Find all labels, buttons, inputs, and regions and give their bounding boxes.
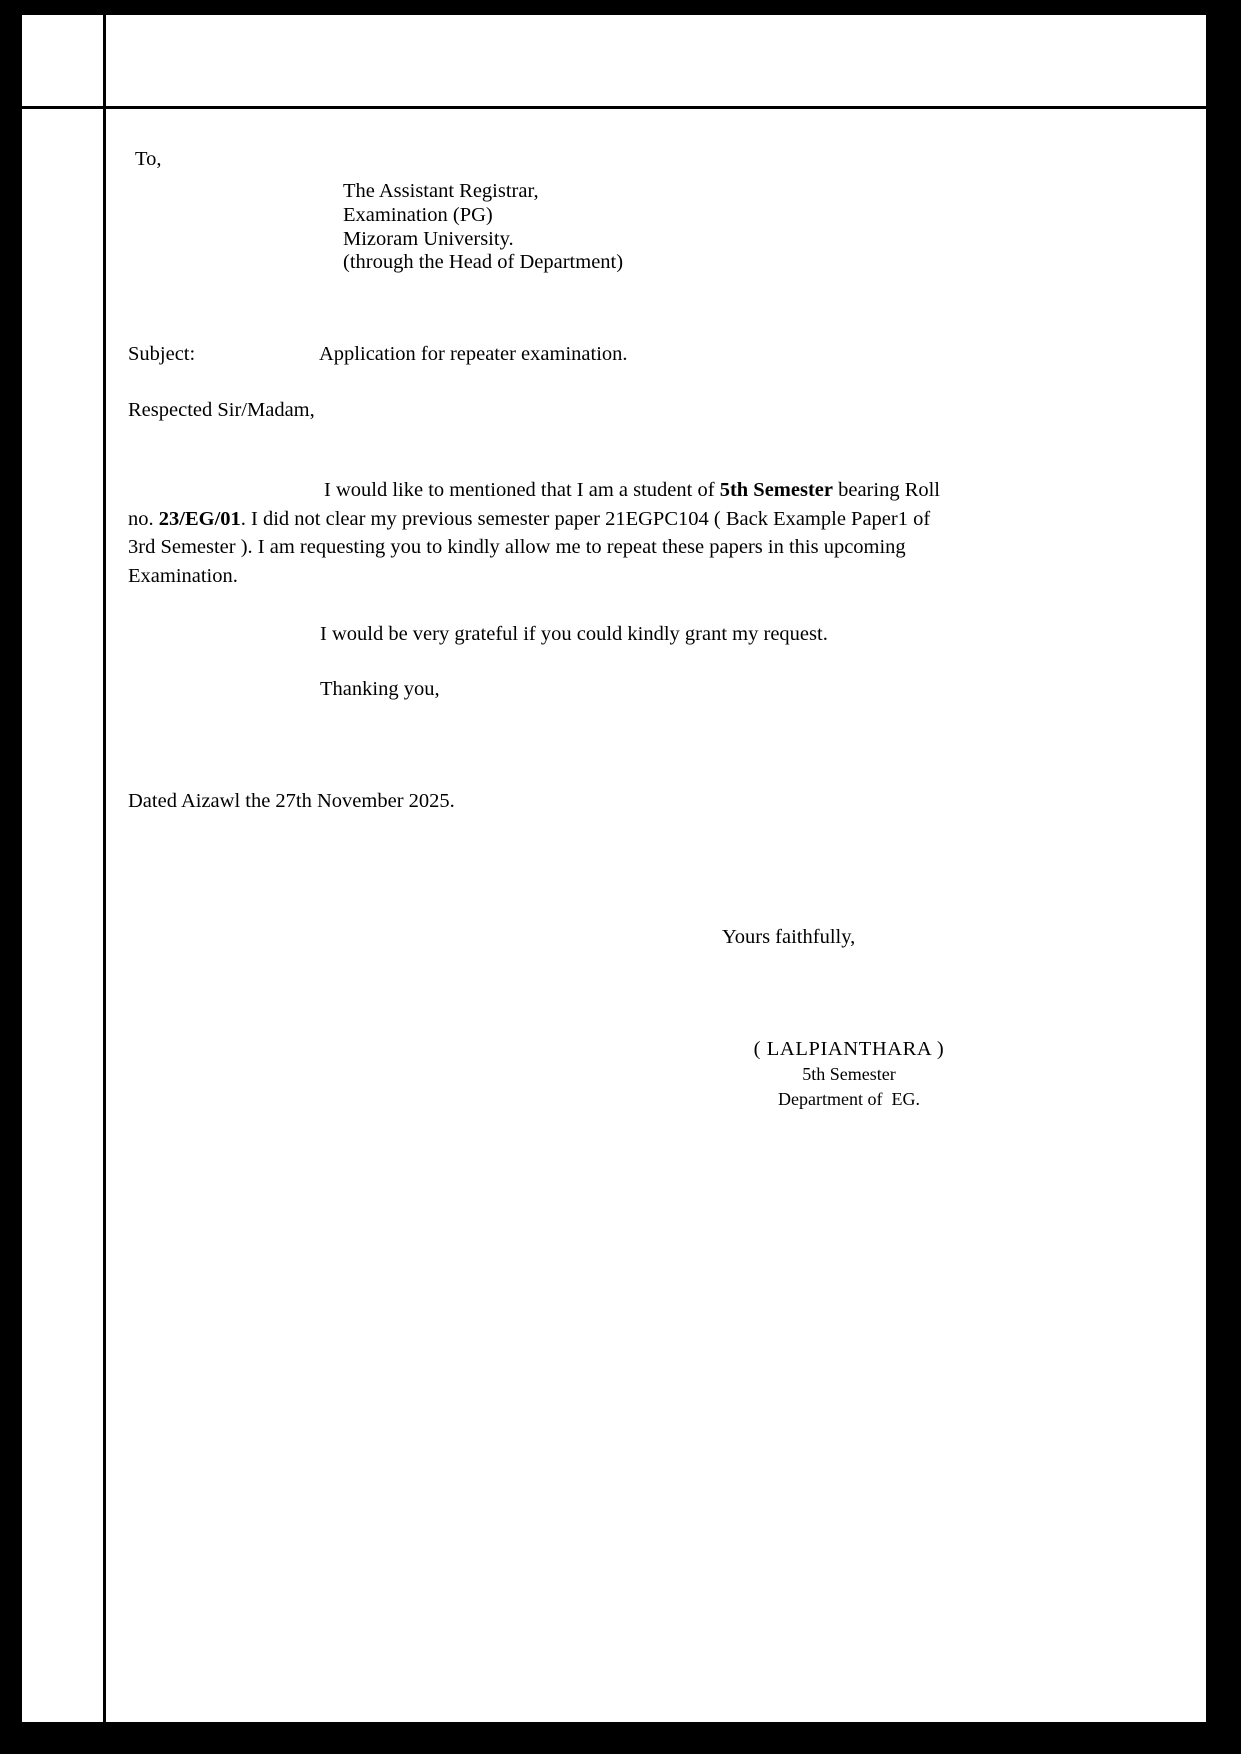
signature-name: ( LALPIANTHARA )	[753, 1038, 945, 1060]
thanking-line: Thanking you,	[320, 678, 440, 700]
body-part-3: . I did not clear my previous semester paper 21EGPC104 ( Back Example Paper1 of 3rd Semester ). I am requesting you to kindly allow me to repeat these papers in this upcoming Examination.	[128, 507, 931, 587]
recipient-address-block	[343, 180, 623, 275]
body-paragraph	[128, 476, 960, 590]
subject-text: Application for repeater examination.	[319, 343, 628, 365]
signature-semester: 5th Semester	[802, 1064, 896, 1084]
body-part-1: I would like to mentioned that I am a student of	[324, 479, 720, 501]
table-left-column	[22, 15, 106, 1722]
signature-block	[699, 1037, 999, 1112]
to-label: To,	[135, 148, 162, 170]
recipient-line-2: Examination (PG)	[343, 203, 493, 226]
recipient-line-3: Mizoram University.	[343, 227, 514, 250]
recipient-line-4: (through the Head of Department)	[343, 251, 624, 274]
body-part-2: bearing Roll no.	[128, 479, 941, 530]
signature-department: Department of EG.	[778, 1089, 920, 1109]
grateful-line: I would be very grateful if you could kindly grant my request.	[320, 623, 828, 645]
subject-label: Subject:	[128, 343, 196, 365]
body-bold-semester: 5th Semester	[719, 479, 833, 501]
recipient-line-1: The Assistant Registrar,	[343, 180, 539, 202]
salutation: Respected Sir/Madam,	[128, 399, 315, 421]
dated-line: Dated Aizawl the 27th November 2025.	[128, 790, 455, 812]
page-table-frame	[20, 13, 1208, 1724]
letter-body	[109, 109, 1206, 1722]
body-bold-rollno: 23/EG/01	[158, 507, 241, 530]
closing-line: Yours faithfully,	[722, 926, 856, 948]
subject-row	[128, 344, 1028, 365]
